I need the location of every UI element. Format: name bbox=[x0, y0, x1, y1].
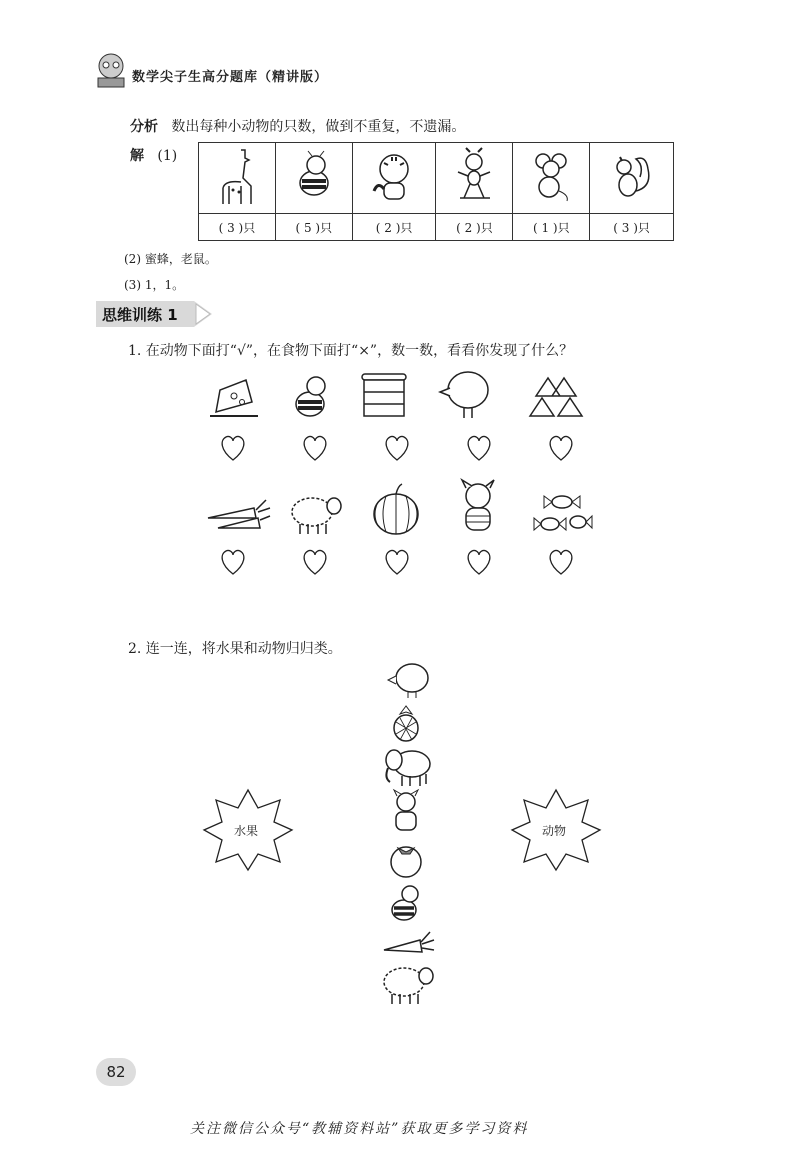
table-cell bbox=[275, 143, 352, 214]
tiger-icon bbox=[370, 151, 418, 201]
persimmon-icon[interactable] bbox=[386, 840, 436, 876]
answer-heart[interactable] bbox=[300, 548, 330, 576]
answer-heart[interactable] bbox=[464, 548, 494, 576]
analysis-label: 分析 bbox=[130, 119, 158, 135]
pineapple-icon[interactable] bbox=[386, 704, 436, 740]
section-title: 思维训练 1 bbox=[102, 306, 178, 324]
solution-label: 解 bbox=[130, 148, 144, 164]
analysis-line bbox=[130, 116, 465, 136]
bee-icon bbox=[284, 372, 344, 422]
count-cell: ( 2 )只 bbox=[436, 214, 513, 241]
table-cell bbox=[199, 143, 276, 214]
bee-icon bbox=[292, 151, 336, 201]
answer-heart[interactable] bbox=[546, 434, 576, 462]
count-cell: ( 5 )只 bbox=[275, 214, 352, 241]
q2-text: 2. 连一连，将水果和动物归归类。 bbox=[128, 641, 342, 657]
candies-icon bbox=[530, 488, 590, 538]
cake-icon bbox=[206, 372, 266, 422]
pig-icon bbox=[450, 478, 510, 528]
solution-part3: (3) 1，1。 bbox=[124, 278, 185, 292]
count-cell: ( 2 )只 bbox=[352, 214, 436, 241]
q1-text: 1. 在动物下面打“√”，在食物下面打“×”，数一数，看看你发现了什么？ bbox=[128, 343, 574, 359]
elephant-icon[interactable] bbox=[380, 746, 430, 782]
watermelon-icon bbox=[366, 482, 426, 532]
mascot-logo-icon bbox=[94, 50, 128, 90]
answer-heart[interactable] bbox=[382, 548, 412, 576]
fruit-category-label: 水果 bbox=[234, 824, 259, 838]
bee-icon[interactable] bbox=[384, 884, 434, 920]
answer-heart[interactable] bbox=[218, 434, 248, 462]
table-cell bbox=[513, 143, 590, 214]
ant-icon bbox=[452, 148, 496, 204]
count-cell: ( 3 )只 bbox=[199, 214, 276, 241]
count-cell: ( 3 )只 bbox=[590, 214, 674, 241]
squirrel-icon bbox=[608, 151, 656, 201]
answer-heart[interactable] bbox=[546, 548, 576, 576]
chick-icon bbox=[434, 366, 494, 416]
table-cell bbox=[436, 143, 513, 214]
solution-part1-label: (1) bbox=[157, 148, 178, 164]
animal-category-label: 动物 bbox=[542, 824, 567, 838]
watermelon-slices-icon bbox=[526, 372, 586, 422]
carrots-icon bbox=[204, 488, 264, 538]
answer-heart[interactable] bbox=[218, 548, 248, 576]
table-cell bbox=[352, 143, 436, 214]
pig-icon[interactable] bbox=[386, 790, 436, 826]
table-cell bbox=[590, 143, 674, 214]
sheep-icon bbox=[286, 488, 346, 538]
solution-part2: (2) 蜜蜂，老鼠。 bbox=[124, 252, 217, 266]
answer-heart[interactable] bbox=[382, 434, 412, 462]
solution-label-line bbox=[130, 145, 177, 165]
analysis-text: 数出每种小动物的只数，做到不重复，不遗漏。 bbox=[171, 119, 466, 135]
carrot-icon[interactable] bbox=[380, 928, 430, 964]
count-cell: ( 1 )只 bbox=[513, 214, 590, 241]
footer-note: 关注微信公众号“教辅资料站”获取更多学习资料 bbox=[190, 1121, 529, 1137]
chick-icon[interactable] bbox=[382, 662, 432, 698]
answer-heart[interactable] bbox=[464, 434, 494, 462]
mouse-icon bbox=[529, 151, 573, 201]
steamer-icon bbox=[354, 368, 414, 418]
page-number: 82 bbox=[96, 1058, 136, 1086]
answer-heart[interactable] bbox=[300, 434, 330, 462]
animal-count-table bbox=[198, 142, 674, 241]
sheep-icon[interactable] bbox=[380, 962, 430, 998]
header-title: 数学尖子生高分题库（精讲版） bbox=[132, 70, 329, 85]
giraffe-icon bbox=[215, 146, 259, 206]
